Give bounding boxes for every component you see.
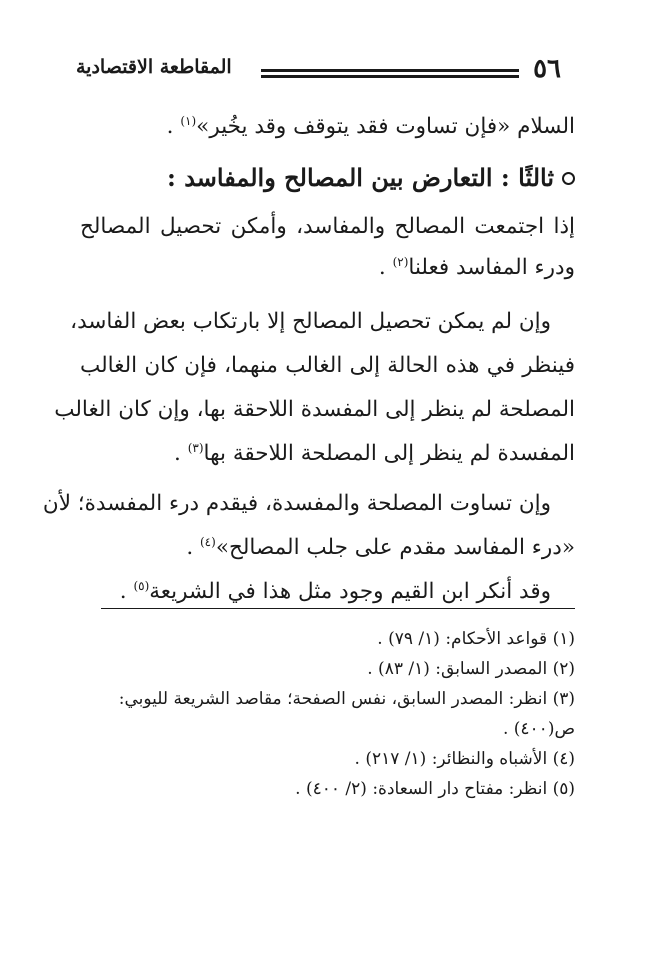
footnote-ref: (٥)	[133, 578, 150, 593]
body-text: السلام «فإن تساوت فقد يتوقف وقد يخُير»	[196, 114, 575, 139]
body-line-5: وإن لم يمكن تحصيل المصالح إلا بارتكاب بعض الفاسد،	[70, 309, 551, 334]
footnote-ref: (٢)	[392, 254, 409, 269]
footnote-3-continued: ص(٤٠٠) .	[502, 719, 575, 739]
body-text: «درء المفاسد مقدم على جلب المصالح»	[215, 535, 575, 560]
footnote-ref: (٣)	[187, 440, 204, 455]
footnote-5: (٥) انظر: مفتاح دار السعادة: (٢/ ٤٠٠) .	[295, 779, 575, 799]
body-line-11	[80, 577, 551, 607]
section-heading	[80, 163, 575, 193]
body-text: المفسدة لم ينظر إلى المصلحة اللاحقة بها	[203, 441, 575, 466]
body-line-3: إذا اجتمعت المصالح والمفاسد، وأمكن تحصيل المصالح	[80, 214, 575, 239]
footnote-2: (٢) المصدر السابق: (١/ ٨٣) .	[367, 659, 575, 679]
footnote-ref: (١)	[180, 113, 197, 128]
line-end: .	[186, 535, 200, 560]
body-line-4	[80, 253, 575, 283]
section-heading-text: ثالثًا : التعارض بين المصالح والمفاسد :	[166, 163, 554, 192]
line-end: .	[174, 441, 188, 466]
body-line-6: فينظر في هذه الحالة إلى الغالب منهما، فإن كان الغالب	[80, 353, 575, 378]
footnote-separator	[101, 608, 575, 609]
running-title: المقاطعة الاقتصادية	[76, 56, 232, 78]
footnote-ref: (٤)	[199, 534, 216, 549]
body-line-10	[80, 533, 575, 563]
page-number: ٥٦	[533, 54, 561, 84]
circle-bullet-icon	[562, 172, 575, 185]
header-double-rule	[261, 69, 519, 78]
line-end: .	[378, 255, 393, 280]
body-line-9: وإن تساوت المصلحة والمفسدة، فيقدم درء المفسدة؛ لأن	[42, 491, 551, 516]
body-text: وقد أنكر ابن القيم وجود مثل هذا في الشريعة	[149, 579, 551, 604]
body-text: ودرء المفاسد فعلنا	[408, 255, 575, 280]
line-end: .	[166, 114, 181, 139]
body-line-7: المصلحة لم ينظر إلى المفسدة اللاحقة بها، وإن كان الغالب	[54, 397, 575, 422]
body-line-8	[80, 439, 575, 469]
body-line-1	[80, 112, 575, 142]
footnote-4: (٤) الأشباه والنظائر: (١/ ٢١٧) .	[354, 749, 575, 769]
footnote-1: (١) قواعد الأحكام: (١/ ٧٩) .	[377, 629, 575, 649]
line-end: .	[119, 579, 134, 604]
running-header	[76, 54, 561, 94]
footnote-3: (٣) انظر: المصدر السابق، نفس الصفحة؛ مقاصد الشريعة لليوبي:	[118, 689, 575, 709]
